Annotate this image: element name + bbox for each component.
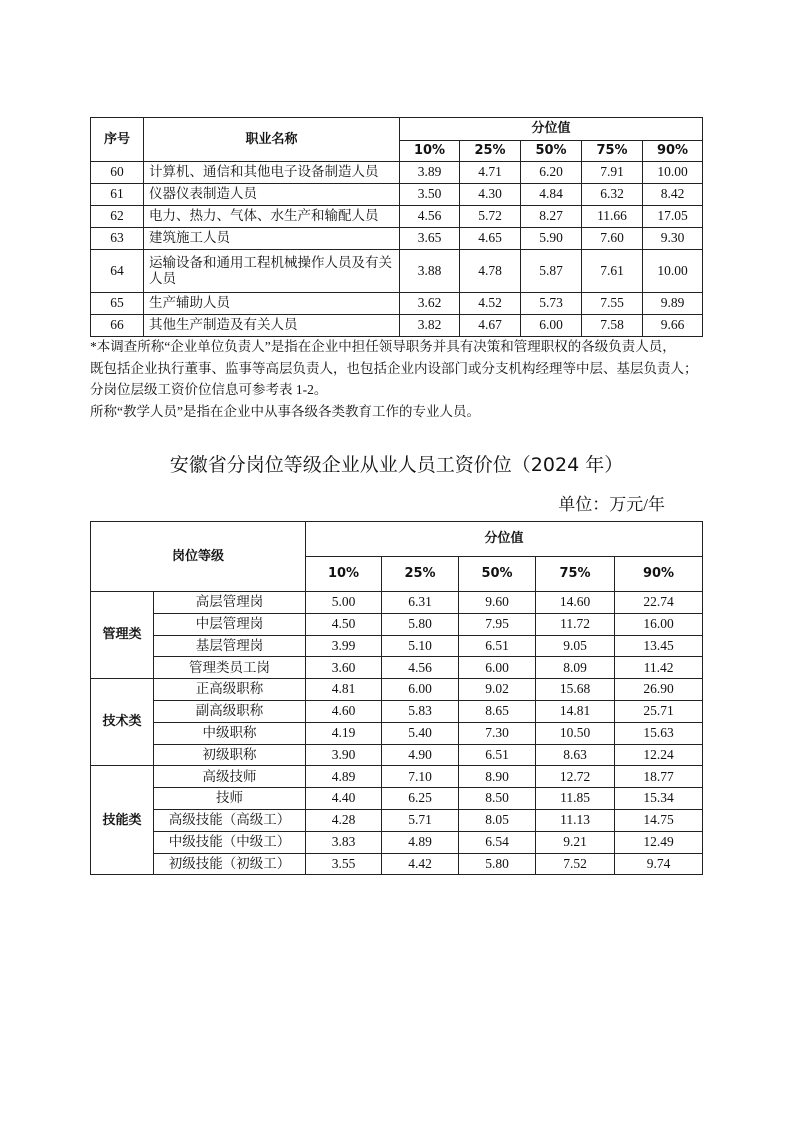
percentile-value: 6.51 bbox=[459, 635, 536, 657]
percentile-value: 12.72 bbox=[536, 766, 615, 788]
percentile-value: 7.30 bbox=[459, 722, 536, 744]
row-index: 66 bbox=[91, 315, 144, 337]
job-level-name: 管理类员工岗 bbox=[154, 657, 306, 679]
percentile-value: 9.66 bbox=[643, 315, 703, 337]
percentile-value: 5.00 bbox=[306, 592, 382, 614]
percentile-value: 14.60 bbox=[536, 592, 615, 614]
job-level-name: 中层管理岗 bbox=[154, 613, 306, 635]
percentile-value: 12.24 bbox=[615, 744, 703, 766]
job-level-name: 技师 bbox=[154, 788, 306, 810]
percentile-value: 5.83 bbox=[382, 700, 459, 722]
occupation-name: 仪器仪表制造人员 bbox=[144, 184, 400, 206]
percentile-value: 4.67 bbox=[460, 315, 521, 337]
row-index: 64 bbox=[91, 250, 144, 293]
header-percentile: 75% bbox=[582, 141, 643, 162]
job-level-name: 高级技能（高级工） bbox=[154, 809, 306, 831]
percentile-value: 18.77 bbox=[615, 766, 703, 788]
table-row bbox=[91, 293, 703, 315]
percentile-value: 5.71 bbox=[382, 809, 459, 831]
category-label: 技能类 bbox=[91, 766, 154, 875]
job-level-name: 副高级职称 bbox=[154, 700, 306, 722]
occupation-name: 建筑施工人员 bbox=[144, 228, 400, 250]
percentile-value: 8.05 bbox=[459, 809, 536, 831]
percentile-value: 5.40 bbox=[382, 722, 459, 744]
percentile-value: 4.78 bbox=[460, 250, 521, 293]
job-level-name: 基层管理岗 bbox=[154, 635, 306, 657]
percentile-value: 4.89 bbox=[306, 766, 382, 788]
table-row bbox=[91, 679, 703, 701]
percentile-value: 11.72 bbox=[536, 613, 615, 635]
header-percentile: 50% bbox=[521, 141, 582, 162]
occupation-name: 生产辅助人员 bbox=[144, 293, 400, 315]
occupation-wage-table bbox=[90, 117, 703, 337]
footnotes bbox=[90, 336, 710, 422]
percentile-value: 4.56 bbox=[382, 657, 459, 679]
percentile-value: 3.99 bbox=[306, 635, 382, 657]
percentile-value: 3.89 bbox=[400, 162, 460, 184]
percentile-value: 8.27 bbox=[521, 206, 582, 228]
row-index: 63 bbox=[91, 228, 144, 250]
percentile-value: 6.32 bbox=[582, 184, 643, 206]
percentile-value: 7.60 bbox=[582, 228, 643, 250]
footnote-line: 既包括企业执行董事、监事等高层负责人，也包括企业内设部门或分支机构经理等中层、基层负责人； bbox=[90, 360, 698, 376]
table-row bbox=[91, 657, 703, 679]
percentile-value: 6.00 bbox=[459, 657, 536, 679]
percentile-value: 5.10 bbox=[382, 635, 459, 657]
percentile-value: 26.90 bbox=[615, 679, 703, 701]
percentile-value: 4.60 bbox=[306, 700, 382, 722]
percentile-value: 9.02 bbox=[459, 679, 536, 701]
job-level-name: 高级技师 bbox=[154, 766, 306, 788]
table-row bbox=[91, 184, 703, 206]
percentile-value: 9.60 bbox=[459, 592, 536, 614]
percentile-value: 5.72 bbox=[460, 206, 521, 228]
header-percentile-group: 分位值 bbox=[400, 118, 703, 141]
header-percentile: 90% bbox=[643, 141, 703, 162]
table-row bbox=[91, 162, 703, 184]
footnote-line: 分岗位层级工资价位信息可参考表 1-2。 bbox=[90, 382, 328, 397]
table-row bbox=[91, 744, 703, 766]
table-row bbox=[91, 592, 703, 614]
percentile-value: 15.63 bbox=[615, 722, 703, 744]
table-row bbox=[91, 228, 703, 250]
percentile-value: 7.55 bbox=[582, 293, 643, 315]
percentile-value: 17.05 bbox=[643, 206, 703, 228]
header-percentile: 90% bbox=[615, 557, 703, 592]
percentile-value: 11.66 bbox=[582, 206, 643, 228]
unit-label: 单位：万元/年 bbox=[558, 495, 665, 514]
table-row bbox=[91, 722, 703, 744]
percentile-value: 8.63 bbox=[536, 744, 615, 766]
percentile-value: 9.74 bbox=[615, 853, 703, 875]
table-row bbox=[91, 635, 703, 657]
percentile-value: 3.62 bbox=[400, 293, 460, 315]
percentile-value: 25.71 bbox=[615, 700, 703, 722]
percentile-value: 11.13 bbox=[536, 809, 615, 831]
percentile-value: 4.50 bbox=[306, 613, 382, 635]
occupation-name: 其他生产制造及有关人员 bbox=[144, 315, 400, 337]
percentile-value: 4.56 bbox=[400, 206, 460, 228]
header-percentile: 25% bbox=[460, 141, 521, 162]
percentile-value: 6.20 bbox=[521, 162, 582, 184]
percentile-value: 4.52 bbox=[460, 293, 521, 315]
percentile-value: 3.60 bbox=[306, 657, 382, 679]
percentile-value: 14.81 bbox=[536, 700, 615, 722]
header-percentile: 50% bbox=[459, 557, 536, 592]
header-percentile-group: 分位值 bbox=[306, 522, 703, 557]
percentile-value: 10.00 bbox=[643, 250, 703, 293]
percentile-value: 7.91 bbox=[582, 162, 643, 184]
percentile-value: 11.42 bbox=[615, 657, 703, 679]
occupation-name: 运输设备和通用工程机械操作人员及有关人员 bbox=[144, 250, 400, 293]
percentile-value: 7.95 bbox=[459, 613, 536, 635]
percentile-value: 3.88 bbox=[400, 250, 460, 293]
percentile-value: 15.34 bbox=[615, 788, 703, 810]
table-row bbox=[91, 853, 703, 875]
percentile-value: 14.75 bbox=[615, 809, 703, 831]
percentile-value: 4.42 bbox=[382, 853, 459, 875]
percentile-value: 7.58 bbox=[582, 315, 643, 337]
table-row bbox=[91, 700, 703, 722]
percentile-value: 8.09 bbox=[536, 657, 615, 679]
percentile-value: 8.90 bbox=[459, 766, 536, 788]
table-row bbox=[91, 250, 703, 293]
job-level-wage-table bbox=[90, 521, 703, 875]
percentile-value: 10.50 bbox=[536, 722, 615, 744]
percentile-value: 9.05 bbox=[536, 635, 615, 657]
table-row bbox=[91, 613, 703, 635]
percentile-value: 13.45 bbox=[615, 635, 703, 657]
footnote-line: 所称“教学人员”是指在企业中从事各级各类教育工作的专业人员。 bbox=[90, 403, 480, 419]
percentile-value: 6.31 bbox=[382, 592, 459, 614]
percentile-value: 22.74 bbox=[615, 592, 703, 614]
category-label: 管理类 bbox=[91, 592, 154, 679]
percentile-value: 6.51 bbox=[459, 744, 536, 766]
percentile-value: 3.82 bbox=[400, 315, 460, 337]
percentile-value: 4.90 bbox=[382, 744, 459, 766]
percentile-value: 3.90 bbox=[306, 744, 382, 766]
job-level-name: 中级职称 bbox=[154, 722, 306, 744]
percentile-value: 5.80 bbox=[382, 613, 459, 635]
percentile-value: 7.52 bbox=[536, 853, 615, 875]
percentile-value: 4.89 bbox=[382, 831, 459, 853]
percentile-value: 4.81 bbox=[306, 679, 382, 701]
occupation-name: 计算机、通信和其他电子设备制造人员 bbox=[144, 162, 400, 184]
table-row bbox=[91, 831, 703, 853]
percentile-value: 4.40 bbox=[306, 788, 382, 810]
percentile-value: 9.89 bbox=[643, 293, 703, 315]
percentile-value: 6.54 bbox=[459, 831, 536, 853]
header-percentile: 10% bbox=[306, 557, 382, 592]
percentile-value: 11.85 bbox=[536, 788, 615, 810]
table-row bbox=[91, 766, 703, 788]
percentile-value: 15.68 bbox=[536, 679, 615, 701]
occupation-name: 电力、热力、气体、水生产和输配人员 bbox=[144, 206, 400, 228]
percentile-value: 5.73 bbox=[521, 293, 582, 315]
percentile-value: 4.71 bbox=[460, 162, 521, 184]
header-percentile: 25% bbox=[382, 557, 459, 592]
percentile-value: 6.00 bbox=[521, 315, 582, 337]
percentile-value: 9.30 bbox=[643, 228, 703, 250]
job-level-name: 中级技能（中级工） bbox=[154, 831, 306, 853]
category-label: 技术类 bbox=[91, 679, 154, 766]
percentile-value: 8.50 bbox=[459, 788, 536, 810]
header-job-level: 岗位等级 bbox=[91, 522, 306, 592]
percentile-value: 5.87 bbox=[521, 250, 582, 293]
row-index: 60 bbox=[91, 162, 144, 184]
percentile-value: 12.49 bbox=[615, 831, 703, 853]
percentile-value: 3.83 bbox=[306, 831, 382, 853]
table-row bbox=[91, 788, 703, 810]
percentile-value: 16.00 bbox=[615, 613, 703, 635]
job-level-name: 初级职称 bbox=[154, 744, 306, 766]
percentile-value: 10.00 bbox=[643, 162, 703, 184]
percentile-value: 8.42 bbox=[643, 184, 703, 206]
header-index: 序号 bbox=[91, 118, 144, 162]
table-row bbox=[91, 206, 703, 228]
percentile-value: 4.84 bbox=[521, 184, 582, 206]
percentile-value: 8.65 bbox=[459, 700, 536, 722]
header-percentile: 10% bbox=[400, 141, 460, 162]
percentile-value: 3.50 bbox=[400, 184, 460, 206]
row-index: 65 bbox=[91, 293, 144, 315]
percentile-value: 9.21 bbox=[536, 831, 615, 853]
percentile-value: 5.90 bbox=[521, 228, 582, 250]
percentile-value: 4.30 bbox=[460, 184, 521, 206]
job-level-name: 初级技能（初级工） bbox=[154, 853, 306, 875]
row-index: 61 bbox=[91, 184, 144, 206]
percentile-value: 4.19 bbox=[306, 722, 382, 744]
percentile-value: 3.65 bbox=[400, 228, 460, 250]
header-occupation-name: 职业名称 bbox=[144, 118, 400, 162]
header-percentile: 75% bbox=[536, 557, 615, 592]
row-index: 62 bbox=[91, 206, 144, 228]
job-level-name: 高层管理岗 bbox=[154, 592, 306, 614]
percentile-value: 4.65 bbox=[460, 228, 521, 250]
percentile-value: 3.55 bbox=[306, 853, 382, 875]
table-row bbox=[91, 809, 703, 831]
percentile-value: 6.25 bbox=[382, 788, 459, 810]
footnote-line: *本调查所称“企业单位负责人”是指在企业中担任领导职务并具有决策和管理职权的各级负责人员， bbox=[90, 339, 676, 354]
percentile-value: 4.28 bbox=[306, 809, 382, 831]
page-title: 安徽省分岗位等级企业从业人员工资价位（2024 年） bbox=[169, 454, 624, 476]
percentile-value: 7.61 bbox=[582, 250, 643, 293]
job-level-name: 正高级职称 bbox=[154, 679, 306, 701]
percentile-value: 5.80 bbox=[459, 853, 536, 875]
table-row bbox=[91, 315, 703, 337]
percentile-value: 6.00 bbox=[382, 679, 459, 701]
percentile-value: 7.10 bbox=[382, 766, 459, 788]
